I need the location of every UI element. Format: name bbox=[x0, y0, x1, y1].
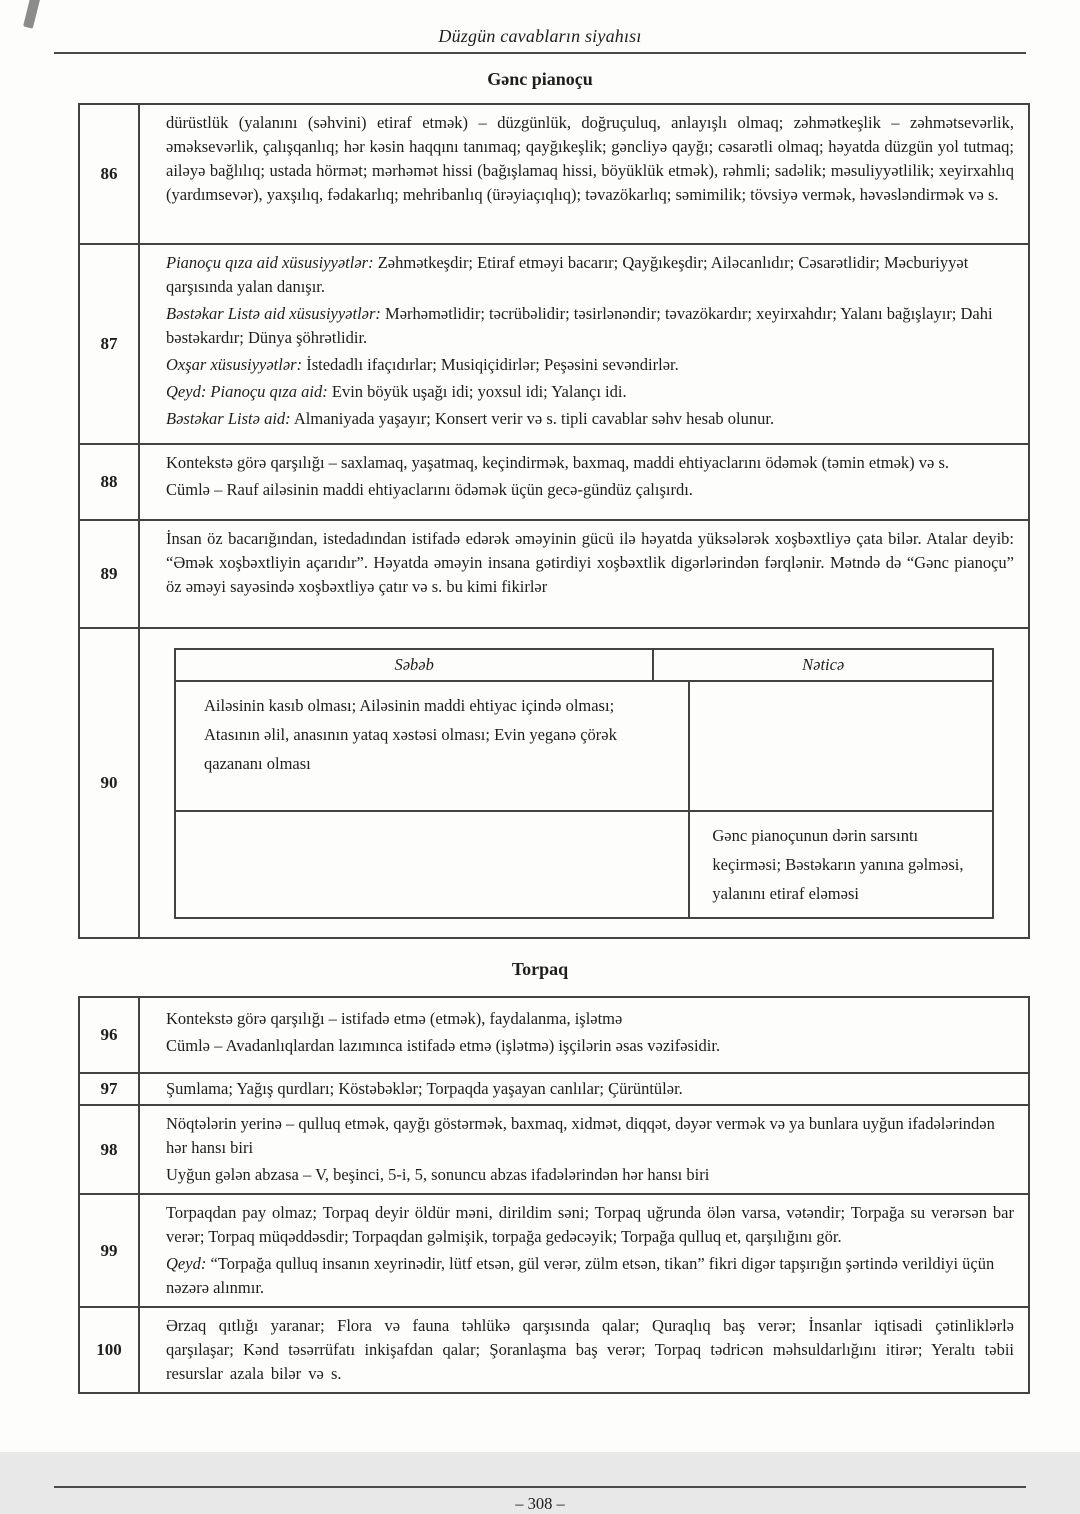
answer-text bbox=[140, 245, 1028, 443]
result-cell: Gənc pianoçunun dərin sarsıntı keçirməsi; Bəstəkarın yanına gəlməsi, yalanını etiraf eləməsi bbox=[712, 826, 964, 903]
result-column-header: Nəticə bbox=[802, 655, 845, 674]
cause-cell: Ailəsinin kasıb olması; Ailəsinin maddi ehtiyac içində olması; Atasının əlil, anasının yataq xəstəsi olması; Evin yeganə çörək qazananı olması bbox=[176, 682, 690, 810]
answer-row-96 bbox=[80, 998, 1028, 1072]
answer-paragraph: Kontekstə görə qarşılığı – istifadə etmə (etmək), faydalanma, işlətmə bbox=[166, 1009, 623, 1028]
answer-paragraph bbox=[166, 1252, 1014, 1300]
section-title-genc-pianocu: Gənc pianoçu bbox=[487, 69, 593, 89]
answer-row-87 bbox=[80, 243, 1028, 443]
answer-text bbox=[140, 445, 1028, 519]
answer-number: 98 bbox=[80, 1106, 140, 1193]
cause-result-header-row bbox=[176, 650, 992, 680]
paragraph-lead-italic: Pianoçu qıza aid xüsusiyyətlər: bbox=[166, 253, 374, 272]
answers-table-genc-pianocu bbox=[78, 103, 1030, 939]
paragraph-lead-italic: Oxşar xüsusiyyətlər: bbox=[166, 355, 303, 374]
answer-row-88 bbox=[80, 443, 1028, 519]
paragraph-body: Zəhmətkeşdir; Etiraf etməyi bacarır; Qayğıkeşdir; Ailəcanlıdır; Cəsarətlidir; Məcburiyyət qarşısında yalan danışır. bbox=[166, 253, 969, 296]
answer-paragraph bbox=[166, 251, 1014, 299]
answer-paragraph: Uyğun gələn abzasa – V, beşinci, 5-i, 5, sonuncu abzas ifadələrindən hər hansı biri bbox=[166, 1165, 710, 1184]
answer-row-90 bbox=[80, 627, 1028, 937]
header-divider bbox=[54, 52, 1026, 54]
answer-number: 99 bbox=[80, 1195, 140, 1306]
cause-result-row-2 bbox=[176, 810, 992, 917]
answer-text: İnsan öz bacarığından, istedadından istifadə edərək əməyinin gücü ilə həyatda yüksələrək xoşbəxtliyə çata bilər. Atalar deyib: “Əmək xoşbəxtliyin açarıdır”. Həyatda əməyin insana gətirdiyi xoşbəxtlik digərlərindən fərqlənir. Mətndə də “Gənc pianoçu” öz əməyi sayəsində xoşbəxtliyə çatır və s. bu kimi fikirlər bbox=[166, 529, 1014, 596]
answer-row-99 bbox=[80, 1193, 1028, 1306]
answer-paragraph: Nöqtələrin yerinə – qulluq etmək, qayğı göstərmək, baxmaq, xidmət, diqqət, dəyər vermək və ya bunlara uyğun ifadələrindən hər hansı biri bbox=[166, 1114, 995, 1157]
answer-paragraph bbox=[166, 353, 1014, 377]
page-footer bbox=[0, 1486, 1080, 1514]
answer-number: 89 bbox=[80, 521, 140, 627]
answer-text: dürüstlük (yalanını (səhvini) etiraf etmək) – düzgünlük, doğruçuluq, anlayışlı olmaq; zəhmətkeşlik – zəhmətsevərlik, əməksevərlik, çalışqanlıq; hər kəsin haqqını tanımaq; qayğıkeşlik; gəncliyə qayğı; cəsarətli olmaq; həyatda düzgün yol tutmaq; ailəyə bağlılıq; ustada hörmət; mərhəmət hissi (bağışlamaq hissi, böyüklük etmək), rəhmli; sadəlik; məsuliyyətlilik; xeyirxahlıq (yardımsevər), yaxşılıq, fədakarlıq; mehribanlıq (ürəyiaçıqlıq); təvazökarlıq; səmimilik; tövsiyə vermək, həvəsləndirmək və s. bbox=[166, 113, 1014, 204]
result-cell-empty bbox=[690, 682, 992, 810]
cause-cell-empty bbox=[176, 812, 690, 917]
answer-paragraph: Cümlə – Rauf ailəsinin maddi ehtiyaclarını ödəmək üçün gecə-gündüz çalışırdı. bbox=[166, 480, 693, 499]
answer-cell-with-table bbox=[140, 629, 1028, 937]
answer-paragraph: Torpaqdan pay olmaz; Torpaq deyir öldür məni, dirildim səni; Torpaq uğrunda ölən varsa, vətəndir; Torpağa su verərsən bar verər; Torpaq müqəddəsdir; Torpaqdan gəlmişik, torpağa gedəcəyik; Torpağa qulluq et, qarşılığını gör. bbox=[166, 1203, 1014, 1246]
answer-row-89 bbox=[80, 519, 1028, 627]
section-title-torpaq: Torpaq bbox=[511, 959, 569, 979]
answer-paragraph bbox=[166, 407, 1014, 431]
answer-text bbox=[140, 1195, 1028, 1306]
answer-text: Ərzaq qıtlığı yaranar; Flora və fauna təhlükə qarşısında qalar; Quraqlıq baş verər; İnsanlar iqtisadi çətinliklərlə qarşılaşar; Kənd təsərrüfatı inkişafdan qalar; Şoranlaşma baş verər; Torpaq tədricən məhsuldarlığını itirər; Yeraltı təbii resurslar azala bilər və s. bbox=[166, 1316, 1014, 1383]
paragraph-lead-italic: Bəstəkar Listə aid: bbox=[166, 409, 291, 428]
answer-text: Şumlama; Yağış qurdları; Köstəbəklər; Torpaqda yaşayan canlılar; Çürüntülər. bbox=[166, 1079, 683, 1098]
answer-paragraph: Cümlə – Avadanlıqlardan lazımınca istifadə etmə (işlətmə) işçilərin əsas vəzifəsidir. bbox=[166, 1036, 721, 1055]
paragraph-body: Evin böyük uşağı idi; yoxsul idi; Yalançı idi. bbox=[327, 382, 627, 401]
paragraph-lead-italic: Qeyd: Pianoçu qıza aid: bbox=[166, 382, 328, 401]
cause-result-row-1 bbox=[176, 680, 992, 810]
paragraph-body: “Torpağa qulluq insanın xeyrinədir, lütf etsən, gül verər, zülm etsən, tikan” fikri digər tapşırığın şərtində verildiyi üçün nəzərə alınmır. bbox=[166, 1254, 995, 1297]
paragraph-body: Almaniyada yaşayır; Konsert verir və s. tipli cavablar səhv hesab olunur. bbox=[290, 409, 775, 428]
answer-row-100 bbox=[80, 1306, 1028, 1392]
page-title: Düzgün cavabların siyahısı bbox=[438, 26, 642, 46]
answer-number: 87 bbox=[80, 245, 140, 443]
paragraph-lead-italic: Bəstəkar Listə aid xüsusiyyətlər: bbox=[166, 304, 381, 323]
answer-number: 90 bbox=[80, 629, 140, 937]
footer-divider bbox=[54, 1486, 1026, 1488]
answer-paragraph: Kontekstə görə qarşılığı – saxlamaq, yaşatmaq, keçindirmək, baxmaq, maddi ehtiyaclarını ödəmək (təmin etmək) və s. bbox=[166, 453, 950, 472]
cause-column-header: Səbəb bbox=[176, 650, 654, 680]
paragraph-body: Mərhəmətlidir; təcrübəlidir; təsirlənəndir; təvazökardır; xeyirxahdır; Yalanı bağışlayır; Dahi bəstəkardır; Dünya şöhrətlidir. bbox=[166, 304, 993, 347]
answer-row-97 bbox=[80, 1072, 1028, 1104]
answer-number: 88 bbox=[80, 445, 140, 519]
answer-paragraph bbox=[166, 302, 1014, 350]
answer-number: 86 bbox=[80, 105, 140, 243]
answer-row-98 bbox=[80, 1104, 1028, 1193]
answer-paragraph bbox=[166, 380, 1014, 404]
answer-number: 96 bbox=[80, 998, 140, 1072]
paragraph-body: İstedadlı ifaçıdırlar; Musiqiçidirlər; Peşəsini sevəndirlər. bbox=[302, 355, 679, 374]
answer-number: 100 bbox=[80, 1308, 140, 1392]
answer-text bbox=[140, 1106, 1028, 1193]
cause-result-table bbox=[174, 648, 994, 919]
paragraph-lead-italic: Qeyd: bbox=[166, 1254, 207, 1273]
answer-text bbox=[140, 998, 1028, 1072]
answer-number: 97 bbox=[80, 1074, 140, 1104]
answer-row-86 bbox=[80, 105, 1028, 243]
answers-table-torpaq bbox=[78, 996, 1030, 1394]
page-number: – 308 – bbox=[515, 1494, 565, 1513]
